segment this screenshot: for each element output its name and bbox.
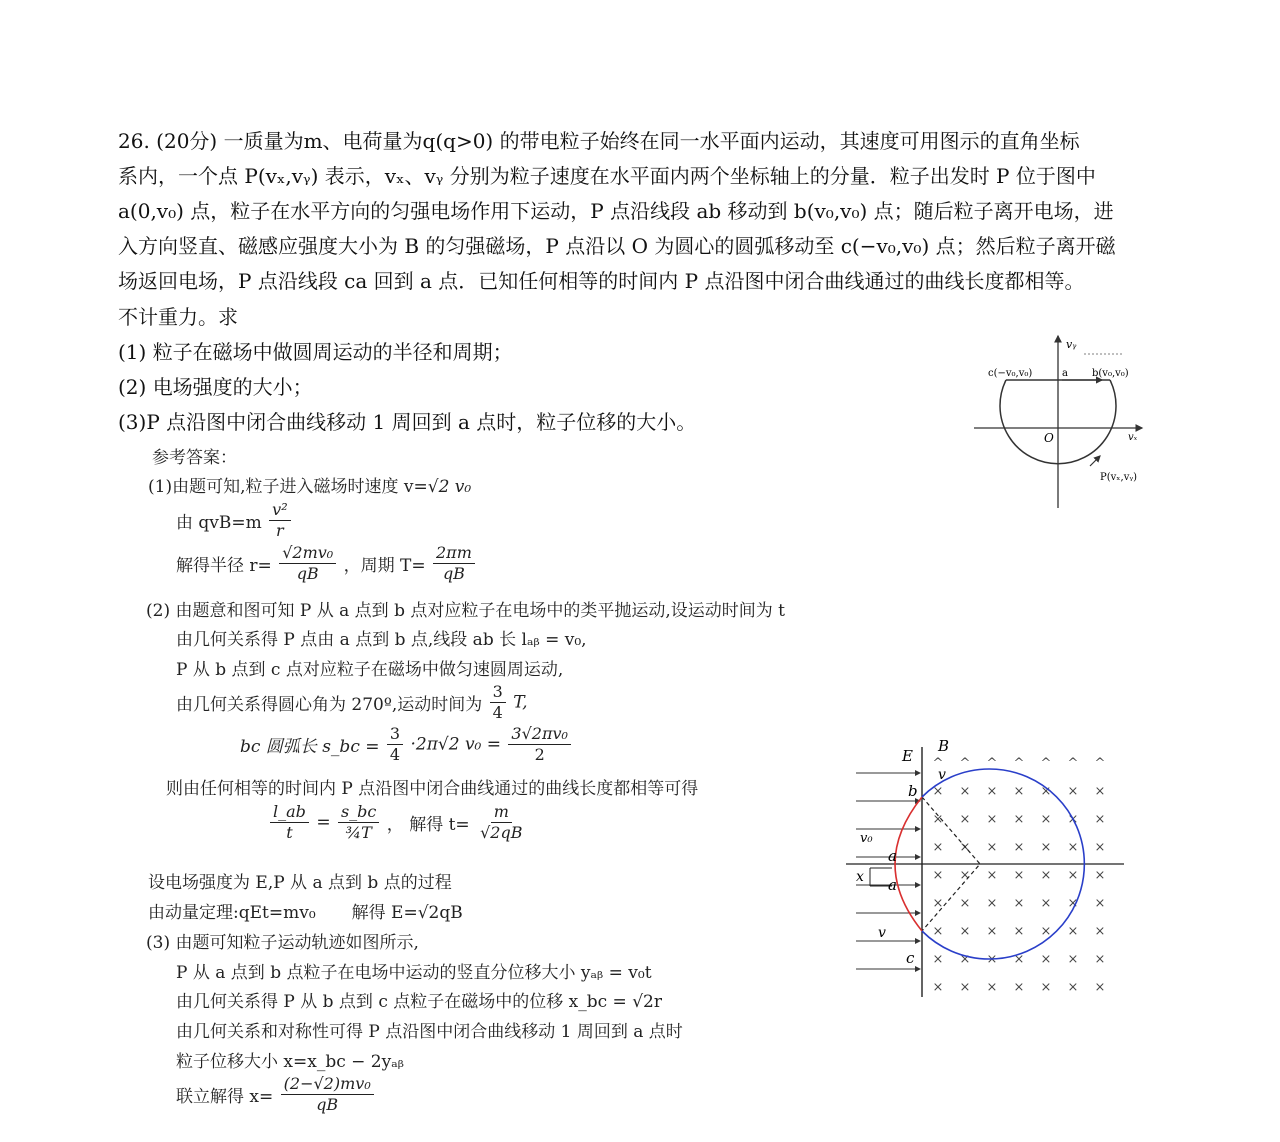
- b-field-mark: ×: [1094, 924, 1106, 939]
- question-line-1: 26. (20分) 一质量为m、电荷量为q(q>0) 的带电粒子始终在同一水平面内运动，其速度可用图示的直角坐标: [118, 129, 1080, 153]
- b-field-mark: ×: [1040, 924, 1052, 939]
- answer-1-line-b: 由 qvB=m $\frac{\text{v²}}{r}$: [176, 500, 293, 541]
- b-field-mark: ^: [932, 756, 944, 771]
- b-field-mark: ×: [1094, 840, 1106, 855]
- label-c: c(−v₀,v₀): [988, 368, 1033, 379]
- answer-1-line-a: (1)由题可知,粒子进入磁场时速度 v=√2 v₀: [148, 477, 472, 497]
- b-field-mark: ×: [1067, 896, 1079, 911]
- b-field-mark: ×: [1040, 952, 1052, 967]
- question-part-3: (3)P 点沿图中闭合曲线移动 1 周回到 a 点时，粒子位移的大小。: [118, 410, 697, 434]
- b-field-mark: ×: [986, 924, 998, 939]
- trajectory-figure: [840, 735, 1140, 1005]
- b-field-mark: ×: [932, 896, 944, 911]
- b-field-mark: ×: [1040, 812, 1052, 827]
- label-c: c: [906, 949, 915, 967]
- b-field-mark: ×: [1040, 896, 1052, 911]
- b-field-mark: ^: [986, 756, 998, 771]
- arrow-to-p: [1090, 456, 1100, 466]
- fraction: $\frac{s\_bc}{\text{¾T}}$: [338, 802, 379, 843]
- label-B: B: [938, 737, 950, 755]
- answer-3-line-a: (3) 由题可知粒子运动轨迹如图所示,: [146, 933, 419, 953]
- question-line-2: 系内，一个点 P(vₓ,vᵧ) 表示，vₓ、vᵧ 分别为粒子速度在水平面内两个坐标轴上的分量．粒子出发时 P 位于图中: [118, 164, 1096, 188]
- b-field-mark: ×: [959, 980, 971, 995]
- b-field-mark: ×: [932, 952, 944, 967]
- b-field-mark: ×: [1013, 952, 1025, 967]
- b-field-mark: ×: [1094, 952, 1106, 967]
- answer-2-line-i: 由动量定理:qEt=mv₀ 解得 E=√2qB: [148, 903, 463, 923]
- b-field-mark: ×: [1013, 868, 1025, 883]
- electric-field-lines: [856, 773, 920, 969]
- b-field-mark: ×: [1013, 924, 1025, 939]
- b-field-mark: ×: [1067, 980, 1079, 995]
- question-line-3: a(0,v₀) 点，粒子在水平方向的匀强电场作用下运动，P 点沿线段 ab 移动到 b(v₀,v₀) 点；随后粒子离开电场，进: [118, 199, 1114, 223]
- answer-heading: 参考答案：: [152, 448, 237, 468]
- b-field-mark: ×: [986, 784, 998, 799]
- fraction: $\frac{\text{v²}}{r}$: [269, 500, 290, 541]
- b-field-mark: ^: [1013, 756, 1025, 771]
- b-field-mark: ×: [1067, 868, 1079, 883]
- b-field-mark: ×: [986, 812, 998, 827]
- b-field-mark: ×: [1040, 980, 1052, 995]
- label-a-lower: a: [888, 876, 897, 894]
- b-field-mark: ×: [1040, 840, 1052, 855]
- velocity-plane-figure: [962, 330, 1162, 515]
- fraction: $\frac{\text{(2−√2)mv₀}}{qB}$: [281, 1074, 374, 1115]
- fraction: $\frac{3}{4}$: [490, 682, 506, 723]
- answer-1-line-c: 解得半径 r= $\frac{\text{√2mv₀}}{qB}$ ，周期 T= $\frac{2\pi m}{qB}$: [176, 543, 477, 584]
- label-v-top: v: [938, 767, 946, 783]
- b-field-mark: ×: [959, 868, 971, 883]
- answer-2-line-h: 设电场强度为 E,P 从 a 点到 b 点的过程: [148, 873, 452, 893]
- b-field-mark: ×: [1067, 812, 1079, 827]
- b-field-mark: ×: [1067, 840, 1079, 855]
- answer-2-line-a: (2) 由题意和图可知 P 从 a 点到 b 点对应粒子在电场中的类平抛运动,设运动时间为 t: [146, 601, 786, 621]
- b-field-mark: ×: [1094, 784, 1106, 799]
- question-line-4: 入方向竖直、磁感应强度大小为 B 的匀强磁场，P 点沿以 O 为圆心的圆弧移动至 c(−v₀,v₀) 点；然后粒子离开磁: [118, 234, 1116, 258]
- label-vy: vᵧ: [1066, 338, 1077, 351]
- b-field-mark: ×: [959, 812, 971, 827]
- b-field-mark: ×: [1094, 896, 1106, 911]
- b-field-mark: ×: [1067, 924, 1079, 939]
- fraction: $\frac{3}{4}$: [387, 724, 403, 765]
- b-field-mark: ×: [1013, 896, 1025, 911]
- b-field-mark: ×: [1040, 784, 1052, 799]
- b-field-mark: ×: [932, 924, 944, 939]
- label-P: P(vₓ,vᵧ): [1100, 472, 1138, 483]
- b-field-mark: ×: [932, 868, 944, 883]
- question-part-2: (2) 电场强度的大小；: [118, 375, 313, 399]
- label-vx: vₓ: [1128, 432, 1138, 443]
- b-field-mark: ×: [932, 980, 944, 995]
- question-part-1: (1) 粒子在磁场中做圆周运动的半径和周期；: [118, 340, 513, 364]
- answer-2-line-d: 由几何关系得圆心角为 270º,运动时间为 $\frac{3}{4}$ T,: [176, 682, 528, 722]
- fraction: $\frac{\text{√2mv₀}}{qB}$: [279, 543, 336, 584]
- label-O: O: [1044, 431, 1054, 445]
- b-field-mark: ×: [1067, 784, 1079, 799]
- b-field-mark: ×: [986, 896, 998, 911]
- b-field-mark: ^: [1040, 756, 1052, 771]
- answer-2-line-e: bc 圆弧长 s_bc = $\frac{3}{4}$ ·2π√2 v₀ = $\frac{\text{3√2πv₀}}{2}$: [240, 724, 573, 765]
- b-field-mark: ×: [1094, 812, 1106, 827]
- fraction: $\frac{\text{3√2πv₀}}{2}$: [508, 724, 571, 765]
- b-field-mark: ×: [932, 812, 944, 827]
- b-field-mark: ×: [1094, 980, 1106, 995]
- answer-2-line-b: 由几何关系得 P 点由 a 点到 b 点,线段 ab 长 lₐᵦ = v₀,: [176, 630, 587, 650]
- b-field-mark: ×: [1013, 812, 1025, 827]
- b-field-mark: ×: [1040, 868, 1052, 883]
- answer-2-line-g: $\frac{l\_ab}{t}$ = $\frac{s\_bc}{\text{¾T}}$ ， 解得 t= $\frac{m}{√2qB}$: [268, 802, 527, 843]
- fraction: $\frac{m}{√2qB}$: [480, 802, 523, 842]
- b-field-mark: ×: [959, 952, 971, 967]
- b-field-mark: ×: [959, 840, 971, 855]
- label-v-bottom: v: [878, 925, 886, 941]
- label-a: a: [1062, 368, 1068, 379]
- b-field-mark: ×: [1013, 840, 1025, 855]
- b-field-mark: ×: [1067, 952, 1079, 967]
- b-field-mark: ^: [959, 756, 971, 771]
- b-field-mark: ×: [1013, 980, 1025, 995]
- label-b: b: [908, 782, 918, 800]
- b-field-mark: ×: [986, 952, 998, 967]
- answer-3-line-b: P 从 a 点到 b 点粒子在电场中运动的竖直分位移大小 yₐᵦ = v₀t: [176, 963, 652, 983]
- question-line-5: 场返回电场，P 点沿线段 ca 回到 a 点．已知任何相等的时间内 P 点沿图中闭合曲线通过的曲线长度都相等。: [118, 269, 1085, 293]
- fraction: $\frac{l\_ab}{t}$: [270, 802, 309, 843]
- b-field-mark: ×: [932, 784, 944, 799]
- b-field-mark: ×: [959, 896, 971, 911]
- b-field-mark: ×: [1013, 784, 1025, 799]
- b-field-mark: ×: [986, 840, 998, 855]
- b-field-mark: ×: [986, 980, 998, 995]
- answer-3-line-e: 粒子位移大小 x=x_bc − 2yₐᵦ: [176, 1052, 404, 1072]
- answer-2-line-f: 则由任何相等的时间内 P 点沿图中闭合曲线通过的曲线长度都相等可得: [166, 779, 699, 799]
- question-line-6: 不计重力。求: [118, 305, 238, 329]
- b-field-mark: ×: [1094, 868, 1106, 883]
- label-E: E: [902, 747, 913, 765]
- b-field-mark: ×: [932, 840, 944, 855]
- magnetic-field-marks: [933, 756, 1106, 995]
- label-v0: v₀: [860, 831, 873, 846]
- fraction: $\frac{2\pi m}{qB}$: [433, 543, 475, 584]
- b-field-mark: ×: [959, 924, 971, 939]
- b-field-mark: ^: [1067, 756, 1079, 771]
- answer-3-line-d: 由几何关系和对称性可得 P 点沿图中闭合曲线移动 1 周回到 a 点时: [176, 1022, 683, 1042]
- b-field-mark: ×: [959, 784, 971, 799]
- b-field-mark: ×: [986, 868, 998, 883]
- label-a-upper: a: [888, 847, 897, 865]
- label-b: b(v₀,v₀): [1092, 368, 1129, 379]
- label-x: x: [856, 869, 864, 885]
- answer-2-line-c: P 从 b 点到 c 点对应粒子在磁场中做匀速圆周运动,: [176, 660, 564, 680]
- b-field-mark: ^: [1094, 756, 1106, 771]
- answer-3-line-f: 联立解得 x= $\frac{\text{(2−√2)mv₀}}{qB}$: [176, 1074, 376, 1115]
- answer-3-line-c: 由几何关系得 P 从 b 点到 c 点粒子在磁场中的位移 x_bc = √2r: [176, 992, 662, 1012]
